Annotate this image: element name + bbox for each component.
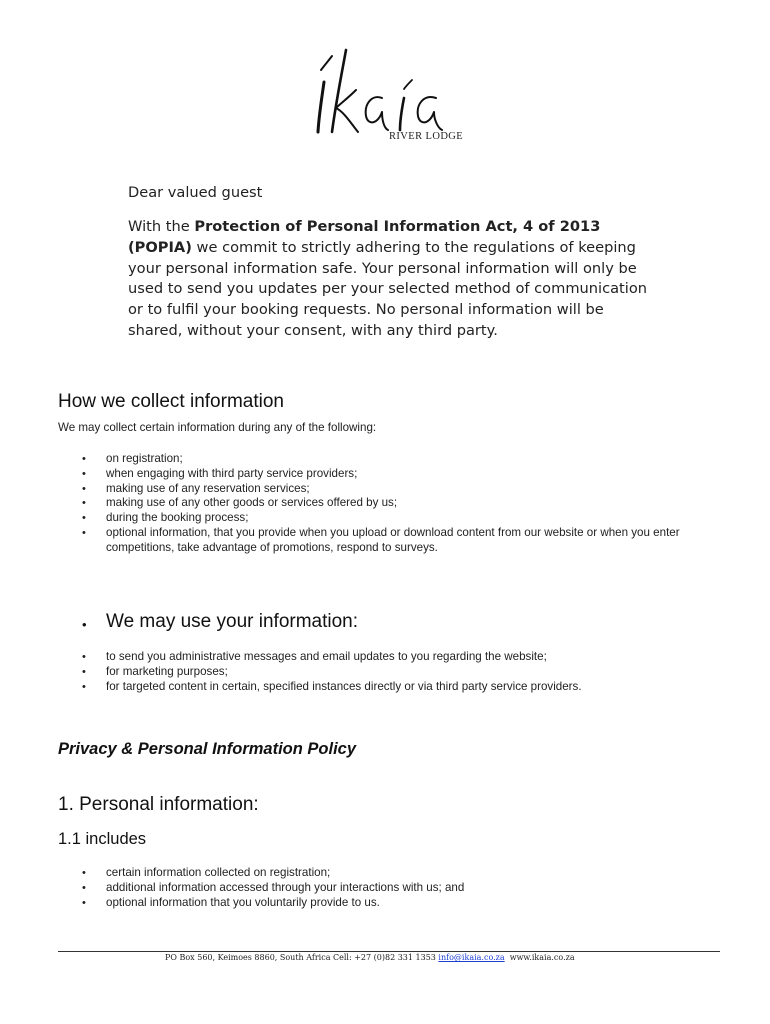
list-item <box>82 866 726 881</box>
collect-lead: We may collect certain information during any of the following: <box>58 421 377 434</box>
bullet-icon: • <box>82 467 86 480</box>
list-item <box>82 466 726 482</box>
bullet-icon: • <box>82 617 87 632</box>
bullet-icon: • <box>82 512 86 525</box>
collect-heading: How we collect information <box>58 391 284 412</box>
bullet-icon: • <box>82 453 86 465</box>
list-item-text: to send you administrative messages and email updates to you regarding the website; <box>106 650 547 663</box>
footer <box>165 953 575 962</box>
list-item <box>82 481 726 497</box>
list-item-text: for targeted content in certain, specified instances directly or via third party service providers. <box>106 679 582 693</box>
bullet-icon: • <box>82 482 86 495</box>
list-item <box>82 895 726 911</box>
logo-subtitle: RIVER LODGE <box>389 131 464 142</box>
list-item-text: making use of any other goods or services offered by us; <box>106 496 398 510</box>
collect-list <box>82 452 726 556</box>
policy-heading: Privacy & Personal Information Policy <box>58 740 357 758</box>
footer-email-link[interactable]: info@ikaia.co.za <box>438 953 505 962</box>
greeting: Dear valued guest <box>128 184 263 201</box>
list-item-text: optional information that you voluntarily provide to us. <box>106 895 380 909</box>
footer-website[interactable]: www.ikaia.co.za <box>509 953 575 962</box>
section-title: 1. Personal information: <box>58 794 259 815</box>
use-list <box>82 650 726 694</box>
ikaia-logo <box>312 42 472 140</box>
list-item-text: for marketing purposes; <box>106 664 228 678</box>
footer-divider <box>58 951 720 952</box>
list-item-text: on registration; <box>106 452 183 465</box>
list-item-text: when engaging with third party service providers; <box>106 466 358 480</box>
list-item-text: optional information, that you provide when you upload or download content from our website or when you enter competitions, take advantage of promotions, respond to surveys. <box>106 525 680 554</box>
list-item <box>82 679 726 695</box>
list-item-text: additional information accessed through your interactions with us; and <box>106 880 465 894</box>
bullet-icon: • <box>82 680 86 693</box>
bullet-icon: • <box>82 867 86 879</box>
bullet-icon: • <box>82 526 86 539</box>
bullet-icon: • <box>82 651 86 663</box>
use-heading: We may use your information: <box>106 611 359 632</box>
intro-act-name: Protection of Personal Information Act, 4 of 2013 (POPIA) <box>128 218 601 256</box>
list-item-text: certain information collected on registration; <box>106 866 331 879</box>
footer-address: PO Box 560, Keimoes 8860, South Africa Cell: +27 (0)82 331 1353 <box>165 953 439 962</box>
list-item <box>82 511 726 526</box>
bullet-icon: • <box>82 497 86 510</box>
list-item <box>82 664 726 680</box>
bullet-icon: • <box>82 896 86 909</box>
list-item <box>82 650 726 665</box>
intro-paragraph <box>128 217 658 342</box>
list-item <box>82 496 726 511</box>
list-item <box>82 525 726 556</box>
list-item-text: making use of any reservation services; <box>106 481 310 495</box>
bullet-icon: • <box>82 881 86 894</box>
list-item-text: during the booking process; <box>106 511 249 525</box>
includes-list <box>82 866 726 910</box>
list-item <box>82 452 726 467</box>
intro-prefix: With the <box>128 218 195 235</box>
list-item <box>82 880 726 896</box>
intro-rest: we commit to strictly adhering to the regulations of keeping your personal information safe. Your personal information will only be used to send you updates per your selected method of communication or to fulfil your booking requests. No personal information will be shared, without your consent, with any third party. <box>128 238 648 339</box>
bullet-icon: • <box>82 665 86 678</box>
subsection-title: 1.1 includes <box>58 830 147 848</box>
